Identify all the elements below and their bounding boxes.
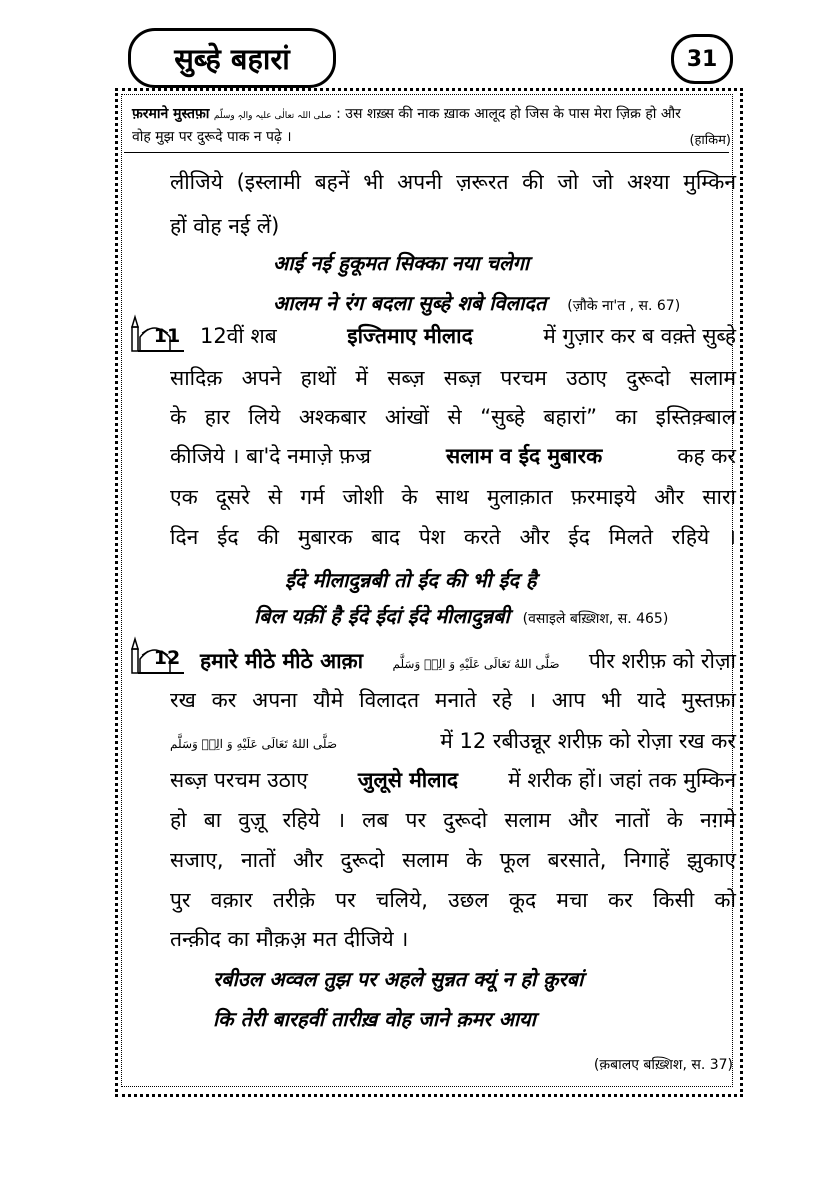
verse1-ref: (ज़ौके ना'त , स. 67) <box>567 298 681 314</box>
item-12-badge <box>128 635 188 675</box>
item11-l4a: कीजिये । बा'दे नमाज़े फ़ज्र <box>170 444 371 468</box>
item12-line7: पुर वक़ार तरीक़े पर चलिये, उछल कूद मचा कर किसी को <box>170 888 736 912</box>
hadith-text-2: वोह मुझ पर दुरूदे पाक न पढ़े । <box>132 129 292 145</box>
hadith-bar <box>132 104 732 148</box>
page-number: 31 <box>671 34 733 84</box>
verse1-line2 <box>273 289 680 316</box>
item-12-number: 12 <box>153 647 181 669</box>
item-11-badge <box>128 313 188 353</box>
hadith-label: फ़रमाने मुस्तफ़ा <box>132 106 210 122</box>
item12-line5: हो बा वुज़ू रहिये । लब पर दुरूदो सलाम और नातों के नग़मे <box>170 808 736 832</box>
item11-line5: एक दूसरे से गर्म जोशी के साथ मुलाक़ात फ़रमाइये और सारा <box>170 485 736 509</box>
item12-l1b: पीर शरीफ़ को रोज़ा <box>588 649 736 673</box>
item12-line8: तन्क़ीद का मौक़अ़ मत दीजिये । <box>170 927 409 951</box>
verse2-ref: (वसाइले बख़्शिश, स. 465) <box>522 611 669 627</box>
hadith-text-1: : उस शख़्स की नाक ख़ाक आलूद हो जिस के पास मेरा ज़िक्र हो और <box>336 106 681 122</box>
item12-l4c: में शरीक हों। जहां तक मुम्किन <box>508 768 736 792</box>
verse2-text: बिल यक़ीं है ईदे ईदां ईदे मीलादुन्नबी <box>254 604 510 628</box>
item12-line6: सजाए, नातों और दुरूदो सलाम के फूल बरसाते, निगाहें झुकाए <box>170 848 736 872</box>
verse3-line2: कि तेरी बारहवीं तारीख़ वोह जाने क़मर आया <box>213 1007 536 1031</box>
item11-l1a: 12वीं शब <box>200 324 277 348</box>
item11-l4c: कह कर <box>677 444 736 468</box>
item12-line4 <box>170 766 736 794</box>
item12-l3b: में 12 रबीउन्नूर शरीफ़ को रोज़ा रख कर <box>440 729 736 753</box>
verse1-line1: आई नई हुकूमत सिक्का नया चलेगा <box>273 251 530 275</box>
item11-l1b: इज्तिमाए मीलाद <box>347 324 473 348</box>
verse3-line1: रबीउल अव्वल तुझ पर अहले सुन्नत क्यूं न हो क़ुरबां <box>213 967 584 991</box>
para0-line2: हों वोह नई लें) <box>170 214 280 238</box>
verse2-line2 <box>254 602 668 629</box>
hadith-divider <box>124 152 729 153</box>
item12-l3a: صَلَّى اللهُ تَعَالَى عَلَيْهِ وَ الِهٖ وَسَلَّم <box>170 737 338 751</box>
item12-l1a: हमारे मीठे मीठे आक़ा <box>200 649 364 673</box>
item11-line1 <box>200 322 736 350</box>
book-title: सुब्हे बहारां <box>128 28 336 88</box>
item-11-number: 11 <box>153 325 181 347</box>
item11-line4 <box>170 442 736 470</box>
item12-line3 <box>170 727 736 755</box>
verse1-text: आलम ने रंग बदला सुब्हे शबे विलादत <box>273 291 547 315</box>
verse3-ref: (क़बालए बख़्शिश, स. 37) <box>593 1057 733 1073</box>
hadith-salawat: صلی اللہ تعالٰی علیہ والہٖ وسلّم <box>213 111 332 121</box>
item11-line6: दिन ईद की मुबारक बाद पेश करते और ईद मिलते रहिये । <box>170 525 736 549</box>
item11-l1c: में गुज़ार कर ब वक़्ते सुब्हे <box>543 324 736 348</box>
item11-line3: के हार लिये अश्कबार आंखों से “सुब्हे बहारां” का इस्तिक़्बाल <box>170 405 736 429</box>
item11-line2: सादिक़ अपने हाथों में सब्ज़ सब्ज़ परचम उठाए दुरूदो सलाम <box>170 366 736 390</box>
verse2-line1: ईदे मीलादुन्नबी तो ईद की भी ईद है <box>285 568 537 592</box>
item12-line1 <box>200 647 736 675</box>
item12-line2: रख कर अपना यौमे विलादत मनाते रहे । आप भी यादे मुस्तफ़ा <box>170 688 736 712</box>
item12-salawat: صَلَّى اللهُ تَعَالَى عَلَيْهِ وَ الِهٖ وَسَلَّم <box>392 657 560 671</box>
item11-l4b: सलाम व ईद मुबारक <box>446 444 603 468</box>
para0-line1: लीजिये (इस्लामी बहनें भी अपनी ज़रूरत की जो जो अश्या मुम्किन <box>170 170 736 194</box>
hadith-source: (हाकिम) <box>689 133 731 148</box>
item12-l4a: सब्ज़ परचम उठाए <box>170 768 308 792</box>
item12-l4b: जुलूसे मीलाद <box>357 768 459 792</box>
